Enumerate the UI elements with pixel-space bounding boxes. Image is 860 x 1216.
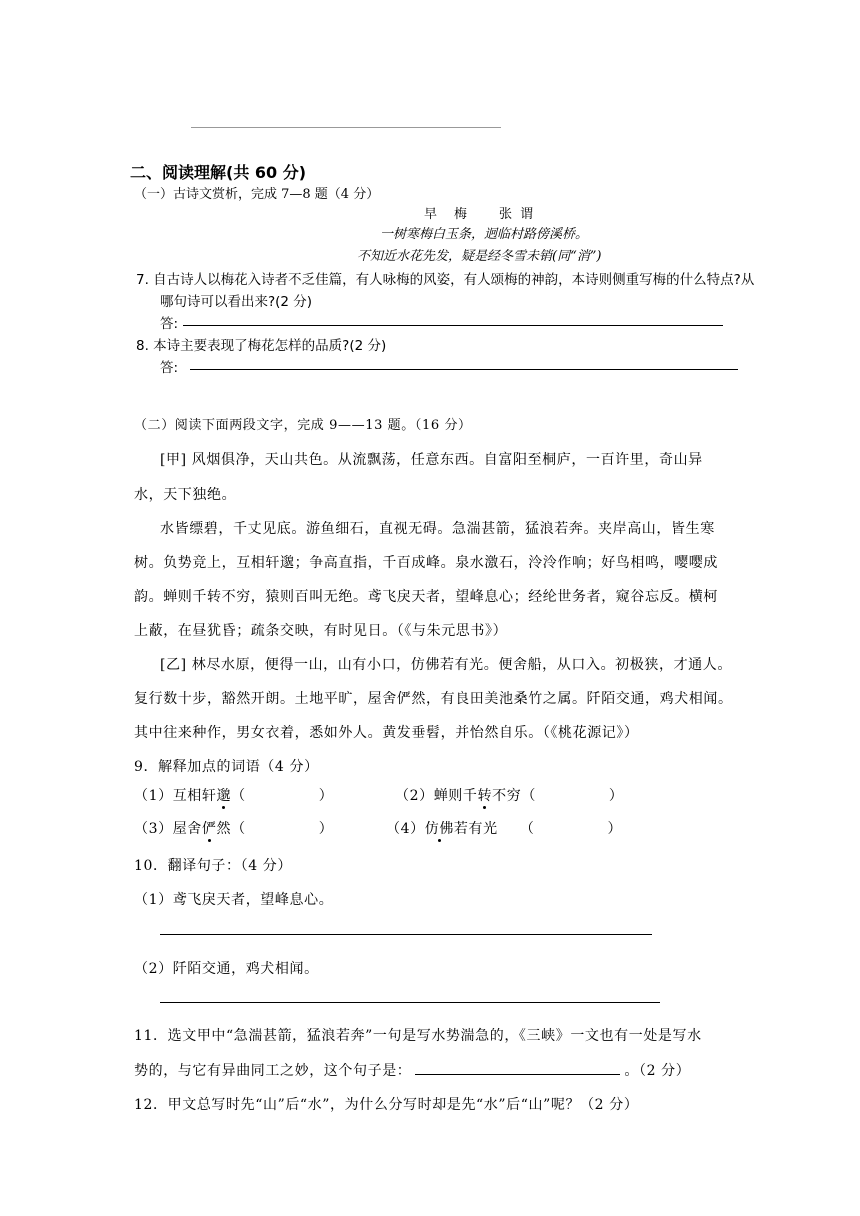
q8-answer-label: 答: bbox=[160, 360, 179, 376]
q10-item-2: （2）阡陌交通，鸡犬相闻。 bbox=[134, 961, 319, 977]
jia-line: 水，天下独绝。 bbox=[134, 487, 237, 503]
q10-answer-line-2[interactable] bbox=[160, 1002, 660, 1003]
section-title: 二、阅读理解(共 60 分) bbox=[130, 163, 307, 182]
q10-item-1: （1）鸢飞戾天者，望峰息心。 bbox=[134, 892, 334, 908]
poem-title: 早 梅 张 谓 bbox=[424, 207, 536, 222]
q7-line-2: 哪句诗可以看出来?(2 分) bbox=[160, 294, 313, 310]
q8-answer-line[interactable] bbox=[190, 369, 738, 370]
q12-question: 12．甲文总写时先“山”后“水”，为什么分写时却是先“水”后“山”呢？（2 分） bbox=[134, 1097, 639, 1113]
jia-line: 上蔽，在昼犹昏；疏条交映，有时见日。（《与朱元思书》） bbox=[134, 623, 508, 639]
q11-answer-blank[interactable] bbox=[415, 1060, 620, 1075]
yi-line: 其中往来种作，男女衣着，悉如外人。黄发垂髫，并怡然自乐。（《桃花源记》） bbox=[134, 725, 639, 741]
q9-item-3: （3）屋舍俨然（ ） bbox=[134, 821, 334, 837]
q9-item-1: （1）互相轩邈（ ） bbox=[134, 788, 334, 804]
part2-heading: （二）阅读下面两段文字，完成 9——13 题。（16 分） bbox=[134, 418, 472, 433]
q10-title: 10．翻译句子：（4 分） bbox=[134, 858, 292, 874]
q11-line-2: 势的，与它有异曲同工之妙，这个句子是： 。（2 分） bbox=[134, 1060, 690, 1080]
q11-line-1: 11．选文甲中“急湍甚箭，猛浪若奔”一句是写水势湍急的，《三峡》一文也有一处是写水 bbox=[134, 1028, 702, 1044]
poem-line-1: 一树寒梅白玉条，迥临村路傍溪桥。 bbox=[380, 227, 589, 242]
jia-line: 水皆缥碧，千丈见底。游鱼细石，直视无碍。急湍甚箭，猛浪若奔。夹岸高山，皆生寒 bbox=[160, 521, 715, 537]
q7-line-1: 7. 自古诗人以梅花入诗者不乏佳篇，有人咏梅的风姿，有人颂梅的神韵，本诗则侧重写梅的什么特点?从 bbox=[136, 272, 755, 288]
q9-item-2: （2）蝉则千转不穷（ ） bbox=[395, 788, 624, 804]
q7-answer-line[interactable] bbox=[183, 325, 723, 326]
part1-heading: （一）古诗文赏析，完成 7—8 题（4 分） bbox=[134, 187, 380, 202]
q9-item-4: （4）仿佛若有光 （ ） bbox=[386, 821, 623, 837]
q9-title: 9．解释加点的词语（4 分） bbox=[134, 759, 319, 775]
yi-line: 复行数十步，豁然开朗。土地平旷，屋舍俨然，有良田美池桑竹之属。阡陌交通，鸡犬相闻。 bbox=[134, 691, 733, 707]
q10-answer-line-1[interactable] bbox=[160, 934, 652, 935]
jia-line: 韵。蝉则千转不穷，猿则百叫无绝。鸢飞戾天者，望峰息心；经纶世务者，窥谷忘反。横柯 bbox=[134, 589, 718, 605]
q7-answer-label: 答: bbox=[160, 316, 179, 332]
top-rule bbox=[191, 127, 501, 128]
yi-line: [乙] 林尽水原，便得一山，山有小口，仿佛若有光。便舍船，从口入。初极狭，才通人。 bbox=[160, 657, 732, 673]
jia-line: 树。负势竞上，互相轩邈；争高直指，千百成峰。泉水激石，泠泠作响；好鸟相鸣，嘤嘤成 bbox=[134, 555, 718, 571]
poem-line-2: 不知近水花先发，疑是经冬雪未销(同“消”) bbox=[357, 249, 602, 264]
jia-line: [甲] 风烟俱净，天山共色。从流飘荡，任意东西。自富阳至桐庐，一百许里，奇山异 bbox=[160, 452, 703, 468]
q8-question: 8. 本诗主要表现了梅花怎样的品质?(2 分) bbox=[136, 338, 387, 354]
